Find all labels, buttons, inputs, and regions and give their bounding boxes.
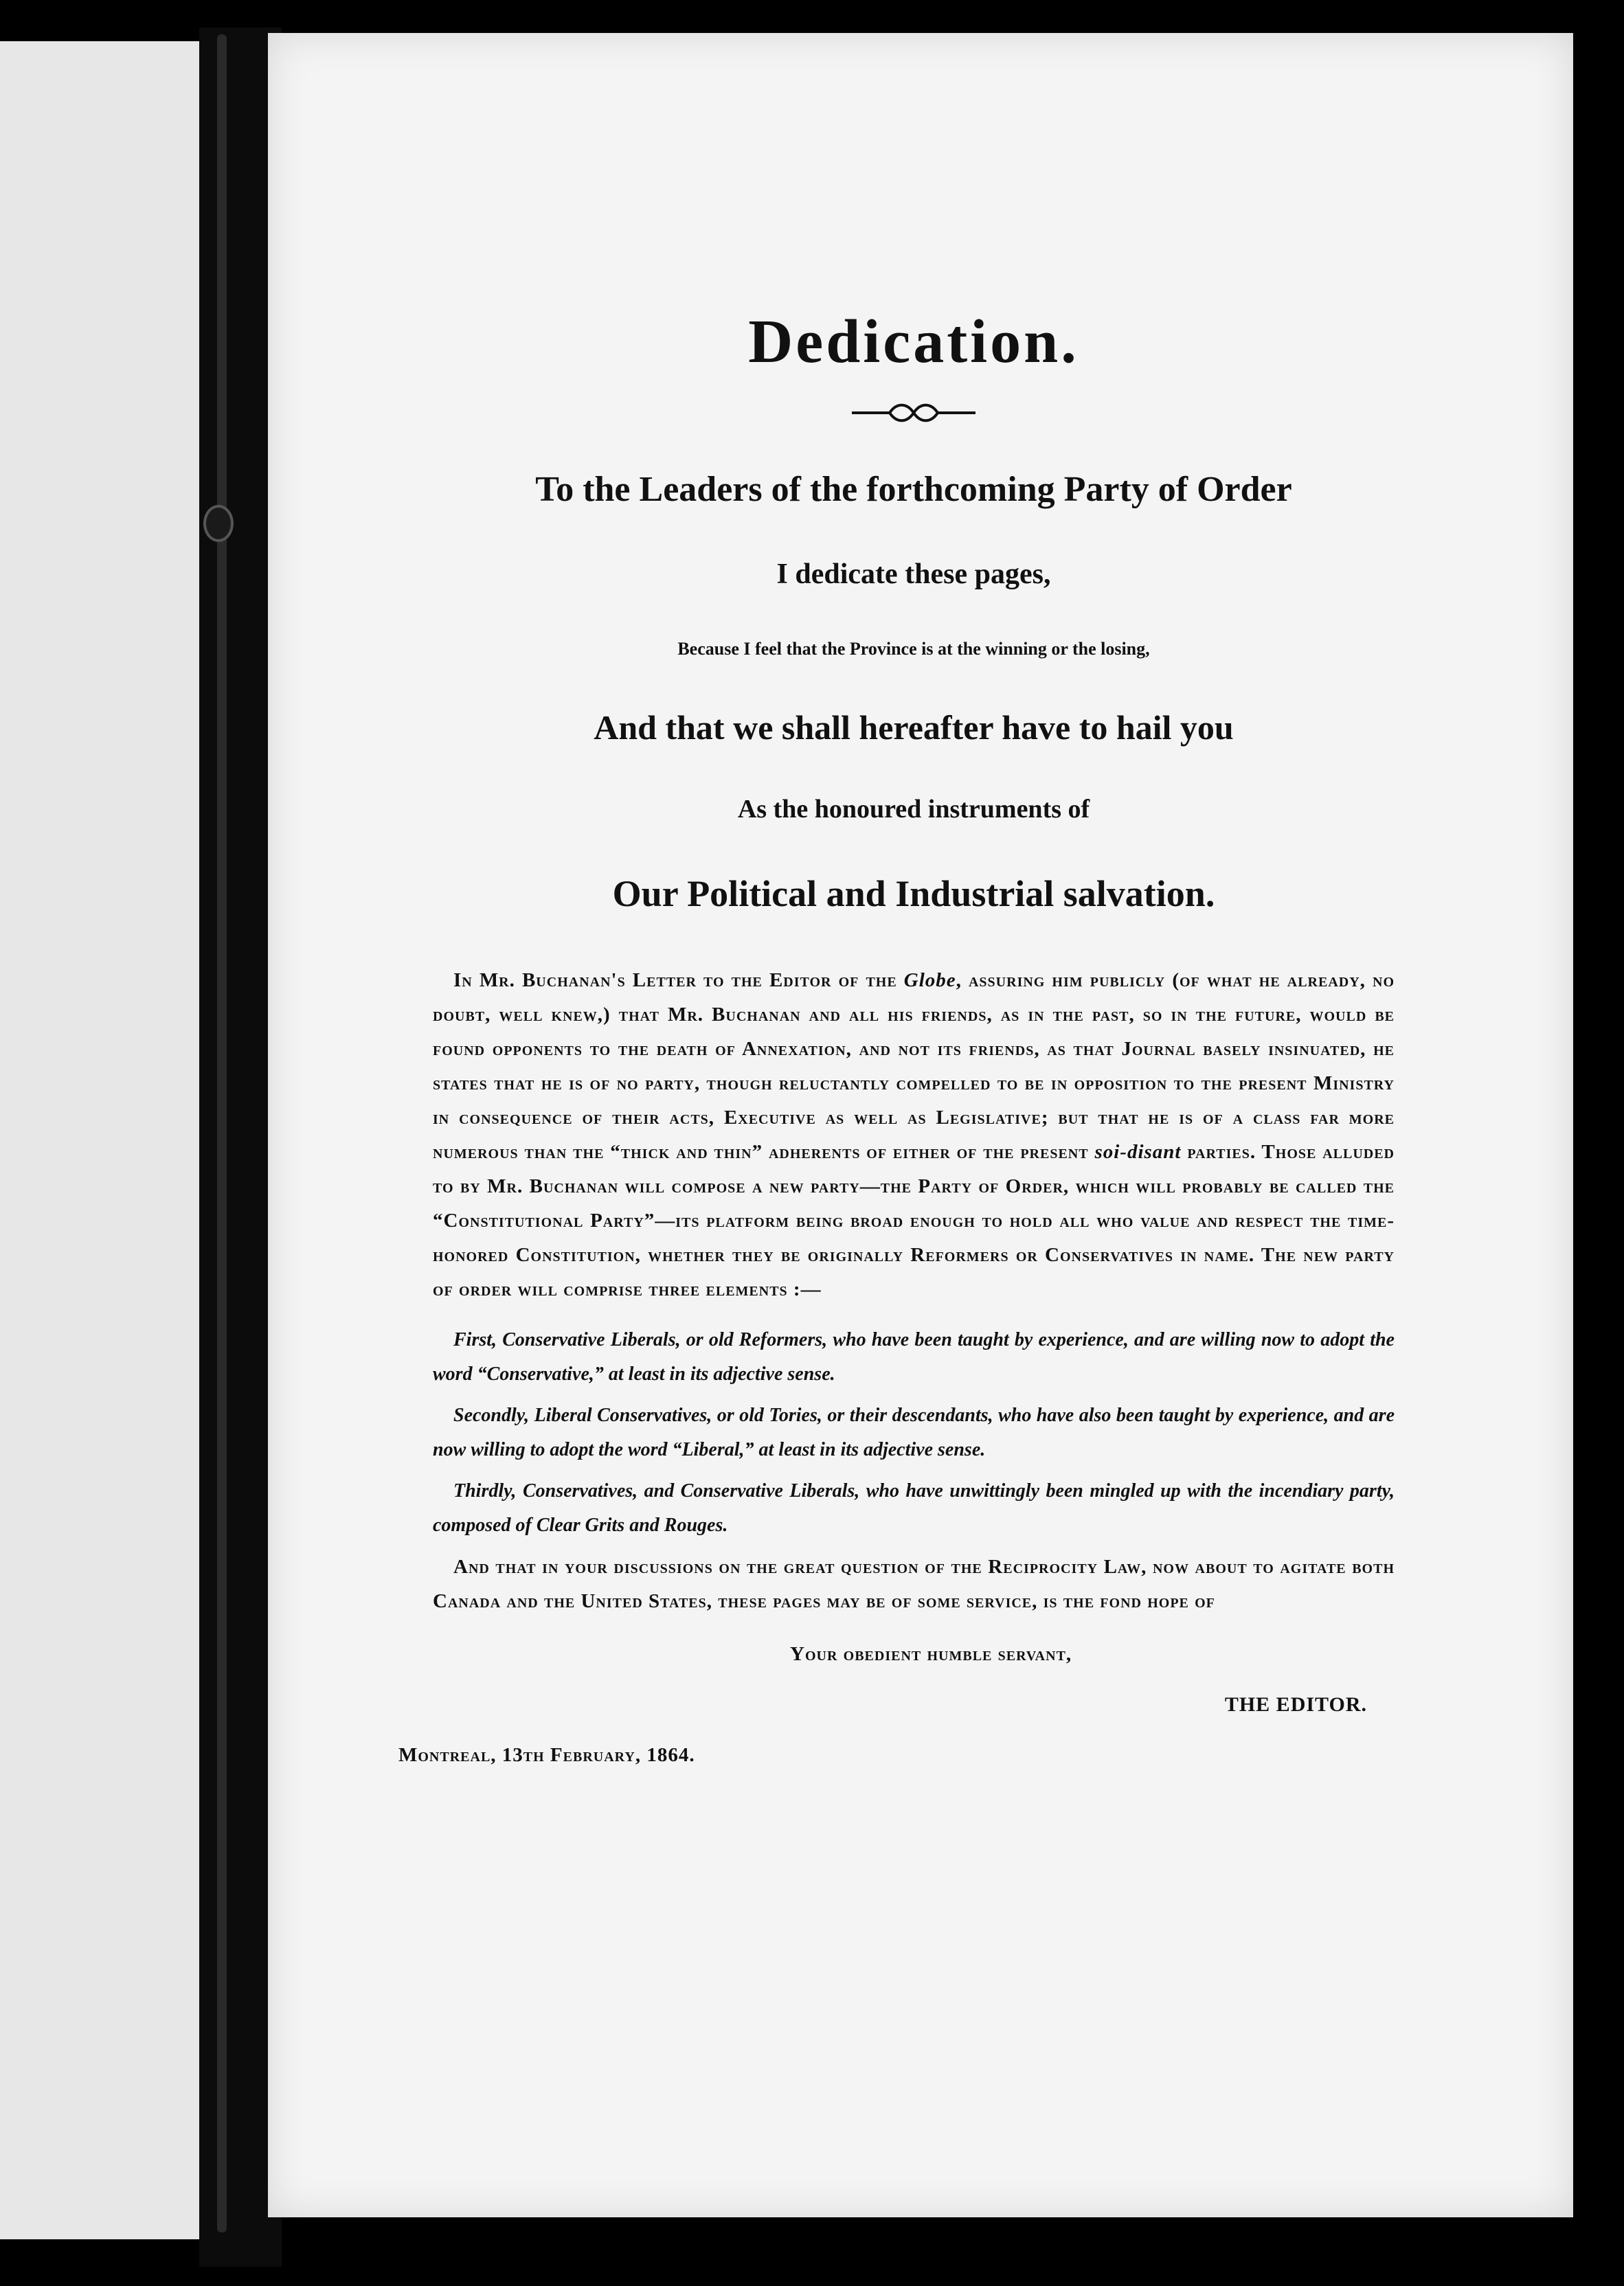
dedication-line-1: To the Leaders of the forthcoming Party of Order	[535, 470, 1292, 509]
dedication-line-3: Because I feel that the Province is at the winning or the losing,	[677, 639, 1150, 659]
dateline: Montreal, 13th February, 1864.	[398, 1744, 695, 1766]
element-first: First, Conservative Liberals, or old Reformers, who have been taught by experience, and are willing now to adopt the word “Conservative,” at least in its adjective sense.	[433, 1329, 1395, 1385]
signature-servant: Your obedient humble servant,	[790, 1643, 1072, 1665]
soi-disant-term: soi-disant	[1094, 1141, 1182, 1163]
element-second: Secondly, Liberal Conservatives, or old Tories, or their descendants, who have also been taught by experience, and are now willing to adopt the word “Liberal,” at least in its adjective sense.	[433, 1405, 1395, 1460]
dedication-page	[268, 33, 1573, 2217]
dedication-title: Dedication.	[748, 308, 1079, 376]
binding-thread	[217, 34, 227, 2232]
main-paragraph	[433, 963, 1395, 1306]
globe-title: Globe	[903, 969, 956, 991]
dedication-line-4: And that we shall hereafter have to hail you	[594, 708, 1234, 747]
element-third: Thirdly, Conservatives, and Conservative Liberals, who have unwittingly been mingled up with the incendiary party, composed of Clear Grits and Rouges.	[433, 1480, 1395, 1536]
main-paragraph-part-3: parties. Those alluded to by Mr. Buchanan will compose a new party—the Party of Order, which will probably be called the “Constitutional Party”—its platform being broad enough to hold all who value and respect the time-honored Constitution, whether they be originally Reformers or Conservatives in name. The new party of order will comprise three elements :—	[433, 1141, 1395, 1300]
binding-knot	[203, 505, 234, 542]
dedication-line-6: Our Political and Industrial salvation.	[612, 873, 1215, 914]
facing-page	[0, 41, 206, 2239]
flourish-ornament-icon	[852, 399, 975, 427]
closing-paragraph: And that in your discussions on the great question of the Reciprocity Law, now about to agitate both Canada and the United States, these pages may be of some service, is the fond hope of	[433, 1556, 1395, 1612]
dedication-line-5: As the honoured instruments of	[737, 795, 1090, 824]
main-paragraph-part-1: In Mr. Buchanan's Letter to the Editor of the	[453, 969, 904, 991]
main-paragraph-part-2: , assuring him publicly (of what he already, no doubt, well knew,) that Mr. Buchanan and all his friends, as in the past, so in the future, would be found opponents to the death of Annexation, and not its friends, as that Journal basely insinuated, he states that he is of no party, though reluctantly compelled to be in opposition to the present Ministry in consequence of their acts, Executive as well as Legislative; but that he is of a class far more numerous than the “thick and thin” adherents of either of the present	[433, 969, 1395, 1163]
page-content	[398, 308, 1395, 1767]
signature-editor: THE EDITOR.	[1224, 1693, 1367, 1716]
dedication-line-2: I dedicate these pages,	[776, 558, 1051, 590]
